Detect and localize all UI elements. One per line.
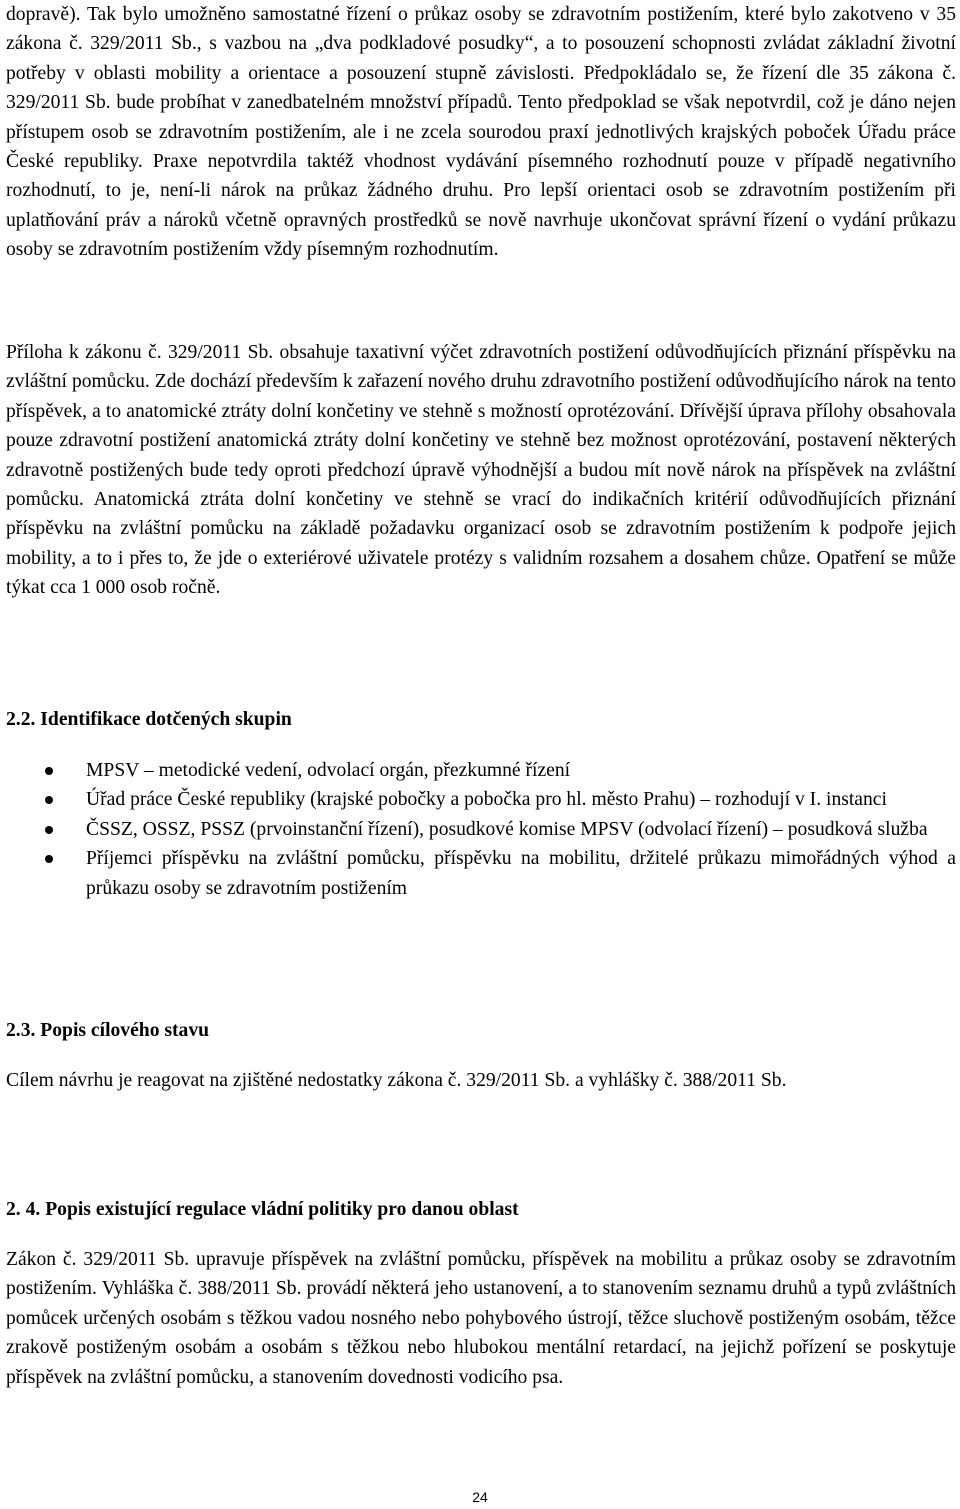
list-item-text: Příjemci příspěvku na zvláštní pomůcku, příspěvku na mobilitu, držitelé průkazu mimořádných výhod a průkazu osoby se zdravotním postižením [86,848,956,899]
heading-number: 2. 4. [6,1199,41,1220]
bullet-icon [45,855,53,863]
heading-title: Popis cílového stavu [40,1020,210,1041]
heading-2-2 [6,705,292,734]
heading-number: 2.3. [6,1020,36,1041]
affected-groups-list [0,756,956,903]
heading-2-3 [6,1016,209,1045]
bullet-icon [45,796,53,804]
list-item [0,756,956,785]
paragraph-existing-regulation: Zákon č. 329/2011 Sb. upravuje příspěvek na zvláštní pomůcku, příspěvek na mobilitu a průkaz osoby se zdravotním postižením. Vyhláška č. 388/2011 Sb. provádí některá jeho ustanovení, a to stanovením seznamu druhů a typů zvláštních pomůcek určených osobám s těžkou vadou nosného nebo pohybového ústrojí, těžce sluchově postiženým osobám, těžce zrakově postiženým osobám a osobám s těžkou nebo hlubokou mentální retardací, na jejichž pořízení se poskytuje příspěvek na zvláštní pomůcku, a stanovením dovednosti vodicího psa. [6,1249,956,1388]
list-item [0,815,956,844]
paragraph-priloha: Příloha k zákonu č. 329/2011 Sb. obsahuje taxativní výčet zdravotních postižení odůvodňujících přiznání příspěvku na zvláštní pomůcku. Zde dochází především k zařazení nového druhu zdravotního postižení odůvodňujícího nárok na tento příspěvek, a to anatomické ztráty dolní končetiny ve stehně s možností oprotézování. Dřívější úprava přílohy obsahovala pouze zdravotní postižení anatomická ztráty dolní končetiny ve stehně bez možnost oprotézování, postavení některých zdravotně postižených bude tedy oproti předchozí úpravě výhodnější a budou mít nově nárok na příspěvek na zvláštní pomůcku. Anatomická ztráta dolní končetiny ve stehně se vrací do indikačních kritérií odůvodňujících přiznání příspěvku na zvláštní pomůcku na základě požadavku organizací osob se zdravotním postižením k podpoře jejich mobility, a to i přes to, že jde o exteriérové uživatele protézy s validním rozsahem a dosahem chůze. Opatření se může týkat cca 1 000 osob ročně. [6,342,956,599]
list-item-text: MPSV – metodické vedení, odvolací orgán, přezkumné řízení [86,760,571,781]
list-item-text: Úřad práce České republiky (krajské pobočky a pobočka pro hl. město Prahu) – rozhodují v I. instanci [86,789,887,811]
page-number: 24 [472,1489,488,1505]
list-item [0,844,956,903]
heading-number: 2.2. [6,709,36,730]
paragraph-intro: dopravě). Tak bylo umožněno samostatné řízení o průkaz osoby se zdravotním postižením, které bylo zakotveno v 35 zákona č. 329/2011 Sb., s vazbou na „dva podkladové posudky“, a to posouzení schopnosti zvládat základní životní potřeby v oblasti mobility a orientace a posouzení stupně závislosti. Předpokládalo se, že řízení dle 35 zákona č. 329/2011 Sb. bude probíhat v zanedbatelném množství případů. Tento předpoklad se však nepotvrdil, což je dáno nejen přístupem osob se zdravotním postižením, ale i ne zcela sourodou praxí jednotlivých krajských poboček Úřadu práce České republiky. Praxe nepotvrdila taktéž vhodnost vydávání písemného rozhodnutí pouze v případě negativního rozhodnutí, to je, není-li nárok na průkaz žádného druhu. Pro lepší orientaci osob se zdravotním postižením při uplatňování práv a nároků včetně opravných prostředků se nově navrhuje ukončovat správní řízení o vydání průkazu osoby se zdravotním postižením vždy písemným rozhodnutím. [6,4,956,261]
heading-title: Identifikace dotčených skupin [40,709,292,730]
heading-title: Popis existující regulace vládní politiky pro danou oblast [45,1199,519,1220]
list-item [0,785,956,814]
paragraph-target-state: Cílem návrhu je reagovat na zjištěné nedostatky zákona č. 329/2011 Sb. a vyhlášky č. 388/2011 Sb. [6,1070,787,1091]
bullet-icon [45,767,53,775]
heading-2-4 [6,1195,519,1224]
bullet-icon [45,826,53,834]
list-item-text: ČSSZ, OSSZ, PSSZ (prvoinstanční řízení), posudkové komise MPSV (odvolací řízení) – posudková služba [86,818,928,840]
